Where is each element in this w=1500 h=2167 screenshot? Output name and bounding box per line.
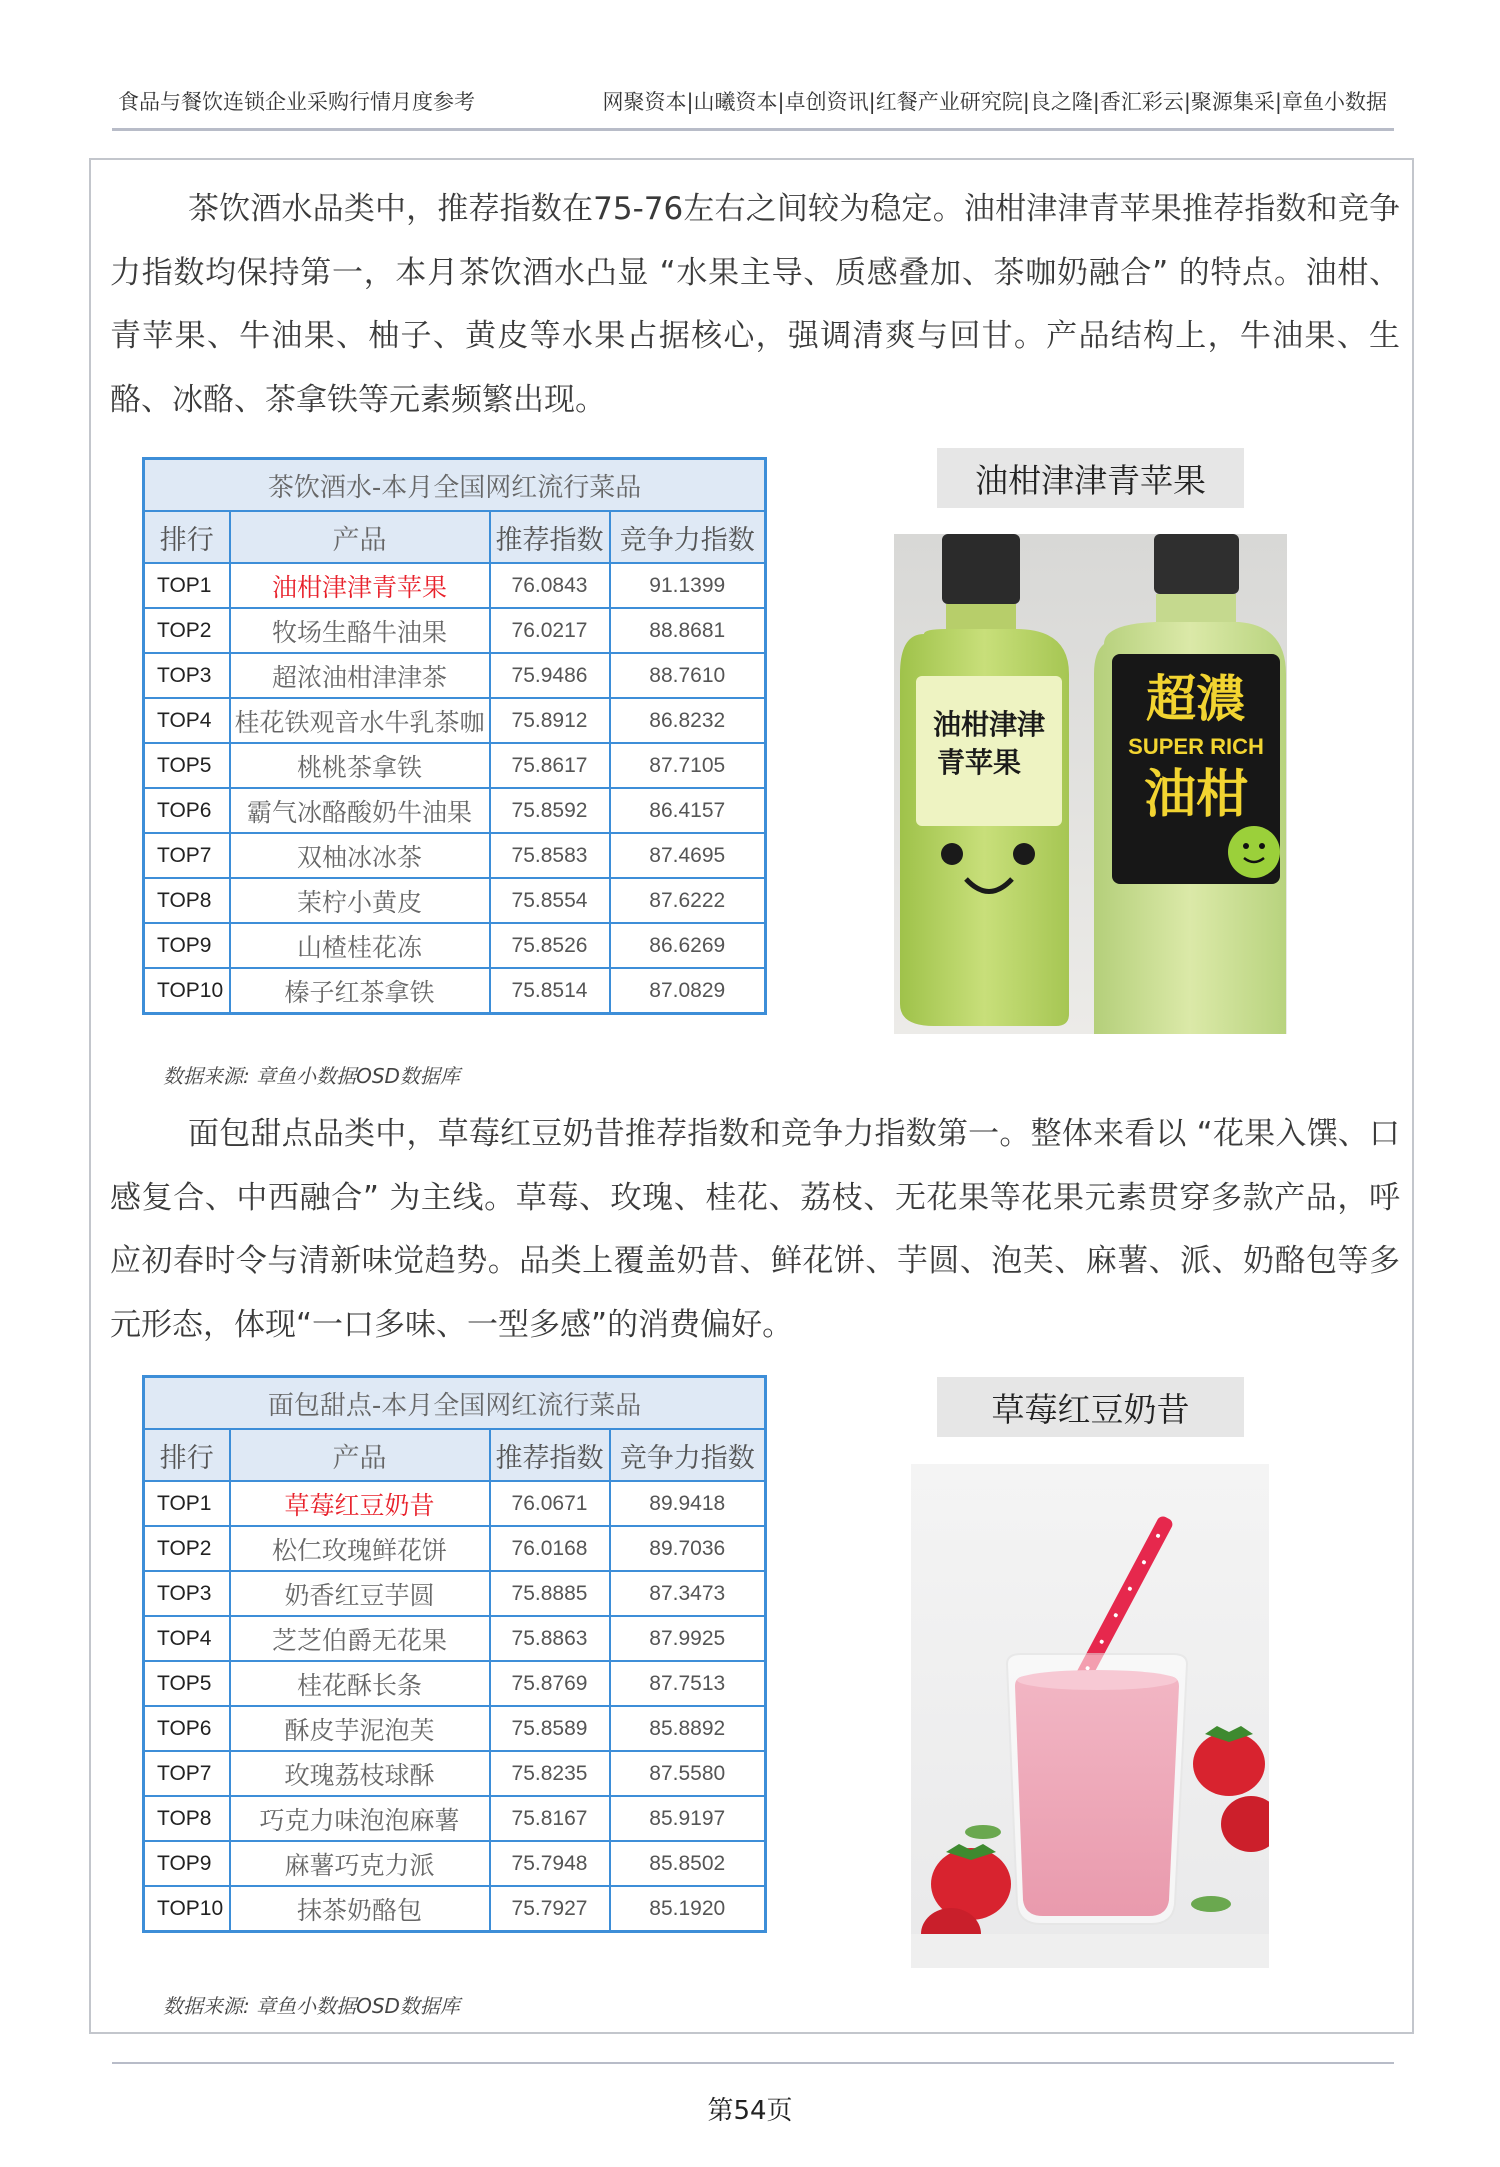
rank-cell: TOP1 [144,1481,230,1526]
product-cell: 山楂桂花冻 [230,923,490,968]
product-cell: 桂花铁观音水牛乳茶咖 [230,698,490,743]
recommend-index-cell: 76.0168 [490,1526,610,1571]
bakery-desserts-paragraph: 面包甜点品类中，草莓红豆奶昔推荐指数和竞争力指数第一。整体来看以 “花果入馔、口感复合、中西融合” 为主线。草莓、玫瑰、桂花、荔枝、无花果等花果元素贯穿多款产品，呼应初春时令与清新味觉趋势。品类上覆盖奶昔、鲜花饼、芋圆、泡芙、麻薯、派、奶酪包等多元形态，体现“一口多味、一型多感”的消费偏好。 [110,1116,1400,1343]
competitiveness-index-cell: 86.6269 [610,923,766,968]
product-cell: 桃桃茶拿铁 [230,743,490,788]
youngan-juice-bottles-photo [894,534,1287,1034]
competitiveness-index-cell: 89.7036 [610,1526,766,1571]
competitiveness-index-cell: 85.1920 [610,1886,766,1932]
product-cell: 草莓红豆奶昔 [230,1481,490,1526]
product-cell: 松仁玫瑰鲜花饼 [230,1526,490,1571]
recommend-index-cell: 75.8514 [490,968,610,1014]
competitiveness-index-cell: 85.8502 [610,1841,766,1886]
table-row [144,968,766,1014]
competitiveness-index-cell: 87.6222 [610,878,766,923]
recommend-index-cell: 75.8235 [490,1751,610,1796]
competitiveness-index-cell: 91.1399 [610,563,766,608]
rank-cell: TOP7 [144,1751,230,1796]
competitiveness-index-cell: 87.7105 [610,743,766,788]
rank-cell: TOP6 [144,788,230,833]
product-cell: 霸气冰酪酸奶牛油果 [230,788,490,833]
table-row [144,698,766,743]
featured-product-label: 草莓红豆奶昔 [937,1377,1244,1437]
column-header-product: 产品 [230,511,490,563]
recommend-index-cell: 75.8589 [490,1706,610,1751]
table-row [144,1481,766,1526]
product-cell: 芝芝伯爵无花果 [230,1616,490,1661]
table-row [144,1886,766,1932]
rank-cell: TOP4 [144,1616,230,1661]
competitiveness-index-cell: 87.4695 [610,833,766,878]
tea-drinks-paragraph: 茶饮酒水品类中，推荐指数在75-76左右之间较为稳定。油柑津津青苹果推荐指数和竞争力指数均保持第一，本月茶饮酒水凸显 “水果主导、质感叠加、茶咖奶融合” 的特点。油柑、青苹果、牛油果、柚子、黄皮等水果占据核心，强调清爽与回甘。产品结构上，牛油果、生酪、冰酪、茶拿铁等元素频繁出现。 [110,191,1400,418]
rank-cell: TOP6 [144,1706,230,1751]
product-cell: 超浓油柑津津茶 [230,653,490,698]
recommend-index-cell: 75.8769 [490,1661,610,1706]
table-row [144,1706,766,1751]
table-caption: 茶饮酒水-本月全国网红流行菜品 [144,459,766,512]
bottle2-label-line1: 超濃 [1146,670,1246,728]
header-divider [112,128,1394,131]
bottle2-label-line2: SUPER RICH [1128,734,1264,759]
rank-cell: TOP5 [144,743,230,788]
rank-cell: TOP8 [144,878,230,923]
column-header-competitiveness-index: 竞争力指数 [610,511,766,563]
data-source-note: 数据来源: 章鱼小数据OSD数据库 [163,1064,460,1088]
rank-cell: TOP10 [144,1886,230,1932]
competitiveness-index-cell: 87.5580 [610,1751,766,1796]
column-header-rank: 排行 [144,511,230,563]
product-cell: 酥皮芋泥泡芙 [230,1706,490,1751]
recommend-index-cell: 75.8592 [490,788,610,833]
recommend-index-cell: 75.8167 [490,1796,610,1841]
table-row [144,788,766,833]
recommend-index-cell: 75.7927 [490,1886,610,1932]
bakery-desserts-ranking-table [142,1375,767,1933]
table-row [144,878,766,923]
recommend-index-cell: 75.8617 [490,743,610,788]
competitiveness-index-cell: 88.7610 [610,653,766,698]
rank-cell: TOP3 [144,1571,230,1616]
table-row [144,923,766,968]
product-cell: 双柚冰冰茶 [230,833,490,878]
product-cell: 牧场生酪牛油果 [230,608,490,653]
table-row [144,1526,766,1571]
rank-cell: TOP3 [144,653,230,698]
rank-cell: TOP5 [144,1661,230,1706]
table-caption: 面包甜点-本月全国网红流行菜品 [144,1377,766,1430]
product-cell: 油柑津津青苹果 [230,563,490,608]
product-cell: 麻薯巧克力派 [230,1841,490,1886]
table-row [144,1841,766,1886]
recommend-index-cell: 76.0671 [490,1481,610,1526]
bottle1-label-line2: 青苹果 [936,746,1022,779]
recommend-index-cell: 75.8912 [490,698,610,743]
table-row [144,1796,766,1841]
competitiveness-index-cell: 87.3473 [610,1571,766,1616]
footer-divider [112,2062,1394,2064]
table-row [144,608,766,653]
column-header-recommend-index: 推荐指数 [490,511,610,563]
column-header-rank: 排行 [144,1429,230,1481]
rank-cell: TOP4 [144,698,230,743]
recommend-index-cell: 75.9486 [490,653,610,698]
rank-cell: TOP2 [144,1526,230,1571]
tea-drinks-ranking-table [142,457,767,1015]
table-row [144,833,766,878]
product-cell: 茉柠小黄皮 [230,878,490,923]
rank-cell: TOP7 [144,833,230,878]
competitiveness-index-cell: 89.9418 [610,1481,766,1526]
table-row [144,743,766,788]
rank-cell: TOP2 [144,608,230,653]
rank-cell: TOP9 [144,1841,230,1886]
rank-cell: TOP8 [144,1796,230,1841]
featured-product-label: 油柑津津青苹果 [937,448,1244,508]
table-row [144,1751,766,1796]
column-header-recommend-index: 推荐指数 [490,1429,610,1481]
recommend-index-cell: 75.8526 [490,923,610,968]
rank-cell: TOP1 [144,563,230,608]
competitiveness-index-cell: 86.4157 [610,788,766,833]
table-row [144,1661,766,1706]
competitiveness-index-cell: 87.9925 [610,1616,766,1661]
competitiveness-index-cell: 86.8232 [610,698,766,743]
table-row [144,653,766,698]
recommend-index-cell: 75.8554 [490,878,610,923]
recommend-index-cell: 75.8583 [490,833,610,878]
product-cell: 巧克力味泡泡麻薯 [230,1796,490,1841]
bottle1-label-line1: 油柑津津 [932,708,1046,741]
product-cell: 榛子红茶拿铁 [230,968,490,1014]
competitiveness-index-cell: 87.7513 [610,1661,766,1706]
competitiveness-index-cell: 85.9197 [610,1796,766,1841]
competitiveness-index-cell: 88.8681 [610,608,766,653]
publisher-list: 网聚资本|山曦资本|卓创资讯|红餐产业研究院|良之隆|香汇彩云|聚源集采|章鱼小数据 [602,90,1387,114]
product-cell: 桂花酥长条 [230,1661,490,1706]
product-cell: 玫瑰荔枝球酥 [230,1751,490,1796]
product-cell: 奶香红豆芋圆 [230,1571,490,1616]
column-header-product: 产品 [230,1429,490,1481]
competitiveness-index-cell: 87.0829 [610,968,766,1014]
table-row [144,563,766,608]
recommend-index-cell: 75.8863 [490,1616,610,1661]
recommend-index-cell: 75.7948 [490,1841,610,1886]
product-cell: 抹茶奶酪包 [230,1886,490,1932]
table-row [144,1616,766,1661]
strawberry-milkshake-photo [911,1464,1269,1968]
table-row [144,1571,766,1616]
rank-cell: TOP10 [144,968,230,1014]
recommend-index-cell: 76.0843 [490,563,610,608]
page-number: 第54页 [707,2096,793,2126]
column-header-competitiveness-index: 竞争力指数 [610,1429,766,1481]
report-title: 食品与餐饮连锁企业采购行情月度参考 [118,90,475,114]
competitiveness-index-cell: 85.8892 [610,1706,766,1751]
bottle2-label-line3: 油柑 [1143,765,1249,825]
recommend-index-cell: 75.8885 [490,1571,610,1616]
rank-cell: TOP9 [144,923,230,968]
recommend-index-cell: 76.0217 [490,608,610,653]
data-source-note: 数据来源: 章鱼小数据OSD数据库 [163,1994,460,2018]
